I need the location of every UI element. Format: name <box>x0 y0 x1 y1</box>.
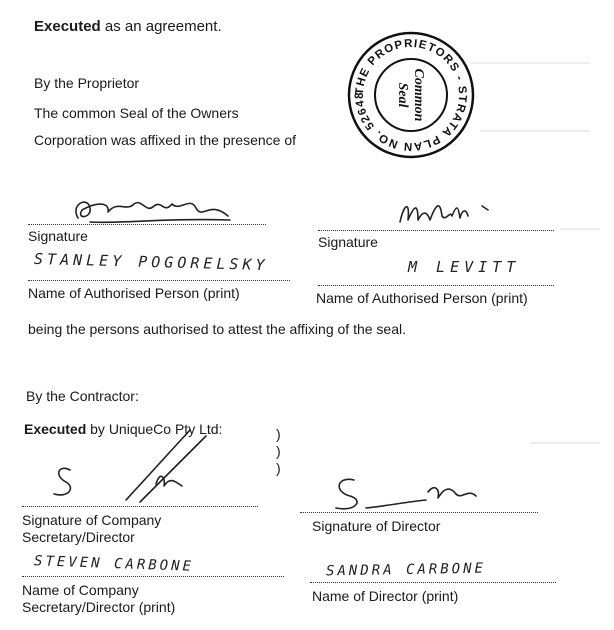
bleed-through-mark <box>480 130 590 132</box>
bracket: ) <box>276 460 281 476</box>
contractor-signature-line-right <box>300 512 538 513</box>
name-label-left: Name of Authorised Person (print) <box>28 285 240 301</box>
bracket: ) <box>276 426 281 442</box>
seal-text-line2: Corporation was affixed in the presence of <box>34 132 297 148</box>
contractor-signature-label-left-1: Signature of Company <box>22 512 162 528</box>
contractor-executed-rest: by UniqueCo Pty Ltd: <box>86 421 223 437</box>
contractor-signature-line-left <box>22 506 258 507</box>
executed-rest: as an agreement. <box>100 18 222 35</box>
signature-label-left: Signature <box>28 228 88 244</box>
executed-bold: Executed <box>34 18 101 35</box>
signature-scribble-contractor-right <box>316 466 516 516</box>
contractor-name-line-left <box>22 576 284 577</box>
contractor-name-line-right <box>310 582 556 583</box>
name-label-right: Name of Authorised Person (print) <box>316 290 528 306</box>
contractor-handwritten-name-right: SANDRA CARBONE <box>325 560 487 580</box>
seal-center-line1: Common <box>411 68 426 122</box>
name-line-right <box>318 285 554 286</box>
contractor-executed-bold: Executed <box>24 421 87 437</box>
bleed-through-mark <box>470 62 590 64</box>
seal-center-line2: Seal <box>395 82 410 108</box>
contractor-signature-label-right: Signature of Director <box>312 518 441 534</box>
by-contractor-label: By the Contractor: <box>26 388 139 404</box>
executed-heading <box>34 18 222 35</box>
signature-line-left <box>28 224 266 225</box>
bracket: ) <box>276 443 281 459</box>
by-proprietor-label: By the Proprietor <box>34 75 140 91</box>
signature-scribble-right <box>392 196 512 232</box>
handwritten-name-left: STANLEY POGORELSKY <box>33 249 269 275</box>
contractor-handwritten-name-left: STEVEN CARBONE <box>33 553 195 575</box>
signature-line-right <box>318 230 554 231</box>
bleed-through-mark <box>530 442 600 444</box>
signature-scribble-contractor-left <box>40 426 240 506</box>
seal-ring-text: THE PROPRIETORS - STRATA PLAN NO. 52648 * <box>343 21 469 153</box>
seal-text-line1: The common Seal of the Owners <box>34 105 239 121</box>
name-line-left <box>28 280 290 281</box>
handwritten-name-right: M LEVITT <box>408 258 521 276</box>
common-seal-stamp <box>343 21 476 160</box>
attest-text: being the persons authorised to attest the affixing of the seal. <box>28 321 406 337</box>
contractor-name-label-left-2: Secretary/Director (print) <box>22 599 176 615</box>
signature-label-right: Signature <box>318 234 378 250</box>
contractor-name-label-right: Name of Director (print) <box>312 588 459 604</box>
contractor-name-label-left-1: Name of Company <box>22 582 139 598</box>
bleed-through-mark <box>560 228 600 230</box>
contractor-signature-label-left-2: Secretary/Director <box>22 529 135 545</box>
